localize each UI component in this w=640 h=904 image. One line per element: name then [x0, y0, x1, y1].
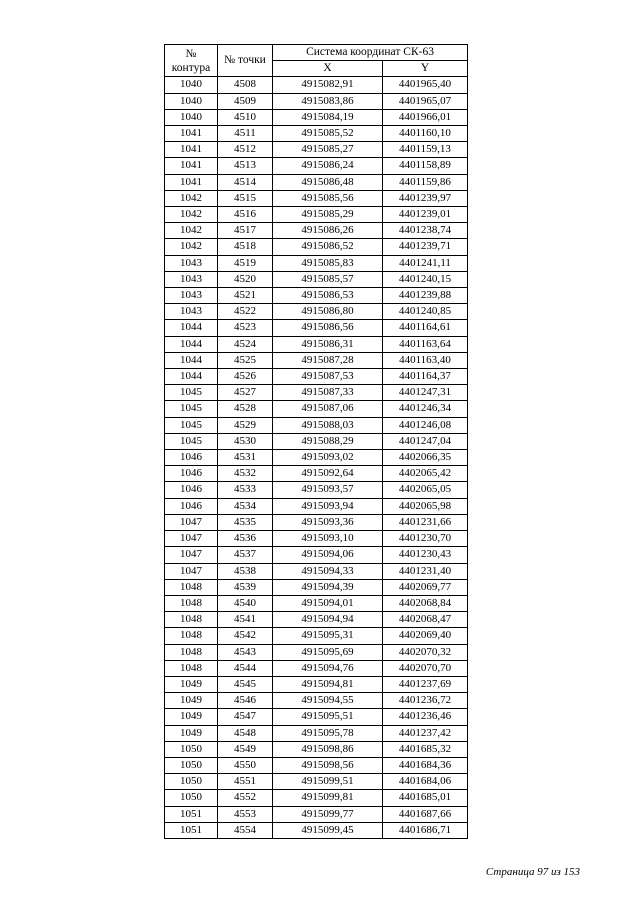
- y-coordinate-cell: 4401236,72: [383, 693, 468, 709]
- y-coordinate-cell: 4401966,01: [383, 109, 468, 125]
- point-number-cell: 4524: [218, 336, 273, 352]
- table-row: [165, 612, 468, 628]
- table-row: [165, 450, 468, 466]
- y-coordinate-cell: 4401246,34: [383, 401, 468, 417]
- x-coordinate-cell: 4915094,33: [273, 563, 383, 579]
- x-coordinate-cell: 4915086,24: [273, 158, 383, 174]
- point-number-cell: 4520: [218, 271, 273, 287]
- x-coordinate-cell: 4915095,69: [273, 644, 383, 660]
- table-row: [165, 693, 468, 709]
- y-coordinate-cell: 4401685,32: [383, 741, 468, 757]
- y-coordinate-cell: 4401158,89: [383, 158, 468, 174]
- point-number-cell: 4529: [218, 417, 273, 433]
- point-number-cell: 4534: [218, 498, 273, 514]
- contour-number-cell: 1048: [165, 660, 218, 676]
- contour-number-cell: 1048: [165, 595, 218, 611]
- point-number-cell: 4551: [218, 774, 273, 790]
- x-coordinate-cell: 4915099,77: [273, 806, 383, 822]
- y-coordinate-cell: 4401247,31: [383, 385, 468, 401]
- table-row: [165, 579, 468, 595]
- point-number-cell: 4514: [218, 174, 273, 190]
- point-number-cell: 4525: [218, 352, 273, 368]
- point-number-cell: 4554: [218, 822, 273, 838]
- table-header: [165, 45, 468, 77]
- point-number-cell: 4532: [218, 466, 273, 482]
- y-coordinate-cell: 4402065,98: [383, 498, 468, 514]
- x-coordinate-cell: 4915098,86: [273, 741, 383, 757]
- y-coordinate-cell: 4402069,77: [383, 579, 468, 595]
- table-row: [165, 190, 468, 206]
- point-number-cell: 4508: [218, 77, 273, 93]
- point-number-cell: 4546: [218, 693, 273, 709]
- table-row: [165, 77, 468, 93]
- contour-number-cell: 1040: [165, 93, 218, 109]
- y-coordinate-cell: 4401164,37: [383, 369, 468, 385]
- contour-number-cell: 1043: [165, 271, 218, 287]
- table-row: [165, 369, 468, 385]
- contour-number-cell: 1044: [165, 369, 218, 385]
- table-row: [165, 547, 468, 563]
- point-number-cell: 4541: [218, 612, 273, 628]
- table-row: [165, 207, 468, 223]
- y-coordinate-cell: 4401239,88: [383, 288, 468, 304]
- x-coordinate-cell: 4915086,48: [273, 174, 383, 190]
- y-coordinate-cell: 4402068,47: [383, 612, 468, 628]
- point-number-header: № точки: [218, 45, 273, 77]
- point-number-cell: 4515: [218, 190, 273, 206]
- table-row: [165, 158, 468, 174]
- table-row: [165, 223, 468, 239]
- x-coordinate-cell: 4915094,06: [273, 547, 383, 563]
- x-coordinate-cell: 4915099,51: [273, 774, 383, 790]
- x-coordinate-cell: 4915098,56: [273, 757, 383, 773]
- x-coordinate-cell: 4915085,29: [273, 207, 383, 223]
- point-number-cell: 4553: [218, 806, 273, 822]
- y-coordinate-cell: 4401163,40: [383, 352, 468, 368]
- table-row: [165, 482, 468, 498]
- y-coordinate-cell: 4401247,04: [383, 433, 468, 449]
- coordinate-system-header: Система координат СК-63: [273, 45, 468, 61]
- table-row: [165, 676, 468, 692]
- table-row: [165, 741, 468, 757]
- point-number-cell: 4538: [218, 563, 273, 579]
- x-coordinate-cell: 4915082,91: [273, 77, 383, 93]
- point-number-cell: 4509: [218, 93, 273, 109]
- y-coordinate-cell: 4401239,97: [383, 190, 468, 206]
- contour-number-cell: 1051: [165, 822, 218, 838]
- y-coordinate-cell: 4401160,10: [383, 126, 468, 142]
- point-number-cell: 4516: [218, 207, 273, 223]
- table-row: [165, 628, 468, 644]
- x-coordinate-cell: 4915085,52: [273, 126, 383, 142]
- x-coordinate-cell: 4915086,53: [273, 288, 383, 304]
- contour-number-cell: 1042: [165, 239, 218, 255]
- x-coordinate-cell: 4915087,53: [273, 369, 383, 385]
- x-coordinate-cell: 4915095,78: [273, 725, 383, 741]
- table-row: [165, 385, 468, 401]
- x-coordinate-cell: 4915095,51: [273, 709, 383, 725]
- x-coordinate-cell: 4915086,31: [273, 336, 383, 352]
- table-row: [165, 757, 468, 773]
- table-row: [165, 142, 468, 158]
- contour-number-cell: 1048: [165, 644, 218, 660]
- table-row: [165, 93, 468, 109]
- y-coordinate-cell: 4401685,01: [383, 790, 468, 806]
- y-coordinate-cell: 4401230,43: [383, 547, 468, 563]
- x-coordinate-cell: 4915088,03: [273, 417, 383, 433]
- x-coordinate-cell: 4915086,56: [273, 320, 383, 336]
- x-coordinate-cell: 4915087,06: [273, 401, 383, 417]
- y-coordinate-cell: 4401684,06: [383, 774, 468, 790]
- x-coordinate-cell: 4915094,01: [273, 595, 383, 611]
- contour-number-cell: 1046: [165, 482, 218, 498]
- contour-number-cell: 1045: [165, 433, 218, 449]
- contour-number-cell: 1041: [165, 158, 218, 174]
- x-coordinate-cell: 4915085,27: [273, 142, 383, 158]
- point-number-cell: 4517: [218, 223, 273, 239]
- y-coordinate-cell: 4402065,42: [383, 466, 468, 482]
- y-coordinate-cell: 4402070,32: [383, 644, 468, 660]
- x-coordinate-cell: 4915087,33: [273, 385, 383, 401]
- table-row: [165, 352, 468, 368]
- table-row: [165, 255, 468, 271]
- table-body: [165, 77, 468, 839]
- y-coordinate-cell: 4401240,15: [383, 271, 468, 287]
- x-coordinate-cell: 4915086,52: [273, 239, 383, 255]
- point-number-cell: 4536: [218, 531, 273, 547]
- point-number-cell: 4530: [218, 433, 273, 449]
- contour-number-cell: 1045: [165, 417, 218, 433]
- y-coordinate-cell: 4401238,74: [383, 223, 468, 239]
- coordinates-table: [164, 44, 468, 839]
- point-number-cell: 4511: [218, 126, 273, 142]
- contour-number-cell: 1049: [165, 709, 218, 725]
- contour-number-cell: 1049: [165, 693, 218, 709]
- contour-number-cell: 1045: [165, 385, 218, 401]
- y-coordinate-cell: 4401159,13: [383, 142, 468, 158]
- table-row: [165, 433, 468, 449]
- y-coordinate-cell: 4401241,11: [383, 255, 468, 271]
- x-coordinate-cell: 4915094,94: [273, 612, 383, 628]
- point-number-cell: 4540: [218, 595, 273, 611]
- contour-number-cell: 1046: [165, 466, 218, 482]
- y-coordinate-cell: 4401159,86: [383, 174, 468, 190]
- contour-number-cell: 1049: [165, 725, 218, 741]
- x-coordinate-cell: 4915095,31: [273, 628, 383, 644]
- contour-number-cell: 1044: [165, 320, 218, 336]
- y-coordinate-cell: 4401163,64: [383, 336, 468, 352]
- y-coordinate-cell: 4402066,35: [383, 450, 468, 466]
- contour-number-cell: 1045: [165, 401, 218, 417]
- contour-number-cell: 1051: [165, 806, 218, 822]
- table-row: [165, 644, 468, 660]
- point-number-cell: 4519: [218, 255, 273, 271]
- table-row: [165, 304, 468, 320]
- point-number-cell: 4547: [218, 709, 273, 725]
- y-coordinate-cell: 4401686,71: [383, 822, 468, 838]
- point-number-cell: 4535: [218, 514, 273, 530]
- point-number-cell: 4542: [218, 628, 273, 644]
- contour-number-cell: 1042: [165, 223, 218, 239]
- x-coordinate-cell: 4915094,81: [273, 676, 383, 692]
- table-row: [165, 239, 468, 255]
- contour-number-cell: 1049: [165, 676, 218, 692]
- table-row: [165, 660, 468, 676]
- contour-number-cell: 1041: [165, 142, 218, 158]
- x-coordinate-cell: 4915083,86: [273, 93, 383, 109]
- contour-number-cell: 1040: [165, 77, 218, 93]
- x-coordinate-cell: 4915085,57: [273, 271, 383, 287]
- point-number-cell: 4531: [218, 450, 273, 466]
- x-coordinate-cell: 4915099,81: [273, 790, 383, 806]
- contour-number-cell: 1041: [165, 126, 218, 142]
- point-number-cell: 4550: [218, 757, 273, 773]
- contour-number-header-line1: №: [185, 47, 197, 60]
- x-coordinate-cell: 4915093,10: [273, 531, 383, 547]
- table-row: [165, 563, 468, 579]
- x-coordinate-cell: 4915087,28: [273, 352, 383, 368]
- y-coordinate-cell: 4401236,46: [383, 709, 468, 725]
- y-column-header: Y: [383, 61, 468, 77]
- table-row: [165, 336, 468, 352]
- point-number-cell: 4548: [218, 725, 273, 741]
- point-number-cell: 4543: [218, 644, 273, 660]
- contour-number-cell: 1044: [165, 352, 218, 368]
- x-coordinate-cell: 4915094,39: [273, 579, 383, 595]
- point-number-cell: 4527: [218, 385, 273, 401]
- x-coordinate-cell: 4915093,36: [273, 514, 383, 530]
- point-number-cell: 4549: [218, 741, 273, 757]
- y-coordinate-cell: 4401965,40: [383, 77, 468, 93]
- point-number-cell: 4522: [218, 304, 273, 320]
- contour-number-cell: 1042: [165, 207, 218, 223]
- y-coordinate-cell: 4401246,08: [383, 417, 468, 433]
- contour-number-cell: 1042: [165, 190, 218, 206]
- y-coordinate-cell: 4401239,01: [383, 207, 468, 223]
- contour-number-cell: 1048: [165, 628, 218, 644]
- y-coordinate-cell: 4401164,61: [383, 320, 468, 336]
- y-coordinate-cell: 4402070,70: [383, 660, 468, 676]
- point-number-cell: 4523: [218, 320, 273, 336]
- table-row: [165, 466, 468, 482]
- table-row: [165, 725, 468, 741]
- x-coordinate-cell: 4915085,83: [273, 255, 383, 271]
- x-coordinate-cell: 4915086,26: [273, 223, 383, 239]
- point-number-cell: 4513: [218, 158, 273, 174]
- y-coordinate-cell: 4401687,66: [383, 806, 468, 822]
- contour-number-cell: 1048: [165, 579, 218, 595]
- table-row: [165, 288, 468, 304]
- table-row: [165, 417, 468, 433]
- y-coordinate-cell: 4401240,85: [383, 304, 468, 320]
- point-number-cell: 4510: [218, 109, 273, 125]
- table-row: [165, 774, 468, 790]
- contour-number-cell: 1050: [165, 774, 218, 790]
- y-coordinate-cell: 4401231,66: [383, 514, 468, 530]
- y-coordinate-cell: 4401684,36: [383, 757, 468, 773]
- table-row: [165, 595, 468, 611]
- table-row: [165, 531, 468, 547]
- y-coordinate-cell: 4401239,71: [383, 239, 468, 255]
- table-row: [165, 109, 468, 125]
- y-coordinate-cell: 4401965,07: [383, 93, 468, 109]
- point-number-cell: 4537: [218, 547, 273, 563]
- table-row: [165, 174, 468, 190]
- table-row: [165, 498, 468, 514]
- y-coordinate-cell: 4402065,05: [383, 482, 468, 498]
- contour-number-cell: 1046: [165, 498, 218, 514]
- contour-number-header: [165, 45, 218, 77]
- table-row: [165, 514, 468, 530]
- contour-number-cell: 1050: [165, 757, 218, 773]
- table-row: [165, 709, 468, 725]
- contour-number-cell: 1044: [165, 336, 218, 352]
- contour-number-cell: 1047: [165, 547, 218, 563]
- x-coordinate-cell: 4915093,94: [273, 498, 383, 514]
- point-number-cell: 4539: [218, 579, 273, 595]
- contour-number-cell: 1047: [165, 514, 218, 530]
- table-row: [165, 401, 468, 417]
- point-number-cell: 4521: [218, 288, 273, 304]
- point-number-cell: 4545: [218, 676, 273, 692]
- point-number-cell: 4526: [218, 369, 273, 385]
- x-coordinate-cell: 4915093,57: [273, 482, 383, 498]
- y-coordinate-cell: 4401230,70: [383, 531, 468, 547]
- x-coordinate-cell: 4915094,55: [273, 693, 383, 709]
- contour-number-cell: 1047: [165, 563, 218, 579]
- y-coordinate-cell: 4402068,84: [383, 595, 468, 611]
- y-coordinate-cell: 4401237,69: [383, 676, 468, 692]
- contour-number-cell: 1050: [165, 790, 218, 806]
- x-coordinate-cell: 4915093,02: [273, 450, 383, 466]
- x-coordinate-cell: 4915092,64: [273, 466, 383, 482]
- contour-number-cell: 1040: [165, 109, 218, 125]
- x-column-header: X: [273, 61, 383, 77]
- table-row: [165, 806, 468, 822]
- table-row: [165, 271, 468, 287]
- point-number-cell: 4512: [218, 142, 273, 158]
- contour-number-cell: 1048: [165, 612, 218, 628]
- contour-number-cell: 1043: [165, 255, 218, 271]
- contour-number-cell: 1043: [165, 304, 218, 320]
- contour-number-cell: 1043: [165, 288, 218, 304]
- point-number-cell: 4518: [218, 239, 273, 255]
- point-number-cell: 4533: [218, 482, 273, 498]
- contour-number-cell: 1050: [165, 741, 218, 757]
- x-coordinate-cell: 4915099,45: [273, 822, 383, 838]
- table-row: [165, 126, 468, 142]
- x-coordinate-cell: 4915085,56: [273, 190, 383, 206]
- contour-number-header-line2: контура: [171, 61, 211, 74]
- y-coordinate-cell: 4401231,40: [383, 563, 468, 579]
- y-coordinate-cell: 4402069,40: [383, 628, 468, 644]
- contour-number-cell: 1047: [165, 531, 218, 547]
- table-row: [165, 320, 468, 336]
- contour-number-cell: 1046: [165, 450, 218, 466]
- contour-number-cell: 1041: [165, 174, 218, 190]
- point-number-cell: 4552: [218, 790, 273, 806]
- x-coordinate-cell: 4915086,80: [273, 304, 383, 320]
- x-coordinate-cell: 4915088,29: [273, 433, 383, 449]
- x-coordinate-cell: 4915094,76: [273, 660, 383, 676]
- point-number-cell: 4544: [218, 660, 273, 676]
- table-row: [165, 790, 468, 806]
- page-number: Страница 97 из 153: [485, 866, 580, 878]
- x-coordinate-cell: 4915084,19: [273, 109, 383, 125]
- y-coordinate-cell: 4401237,42: [383, 725, 468, 741]
- point-number-cell: 4528: [218, 401, 273, 417]
- table-row: [165, 822, 468, 838]
